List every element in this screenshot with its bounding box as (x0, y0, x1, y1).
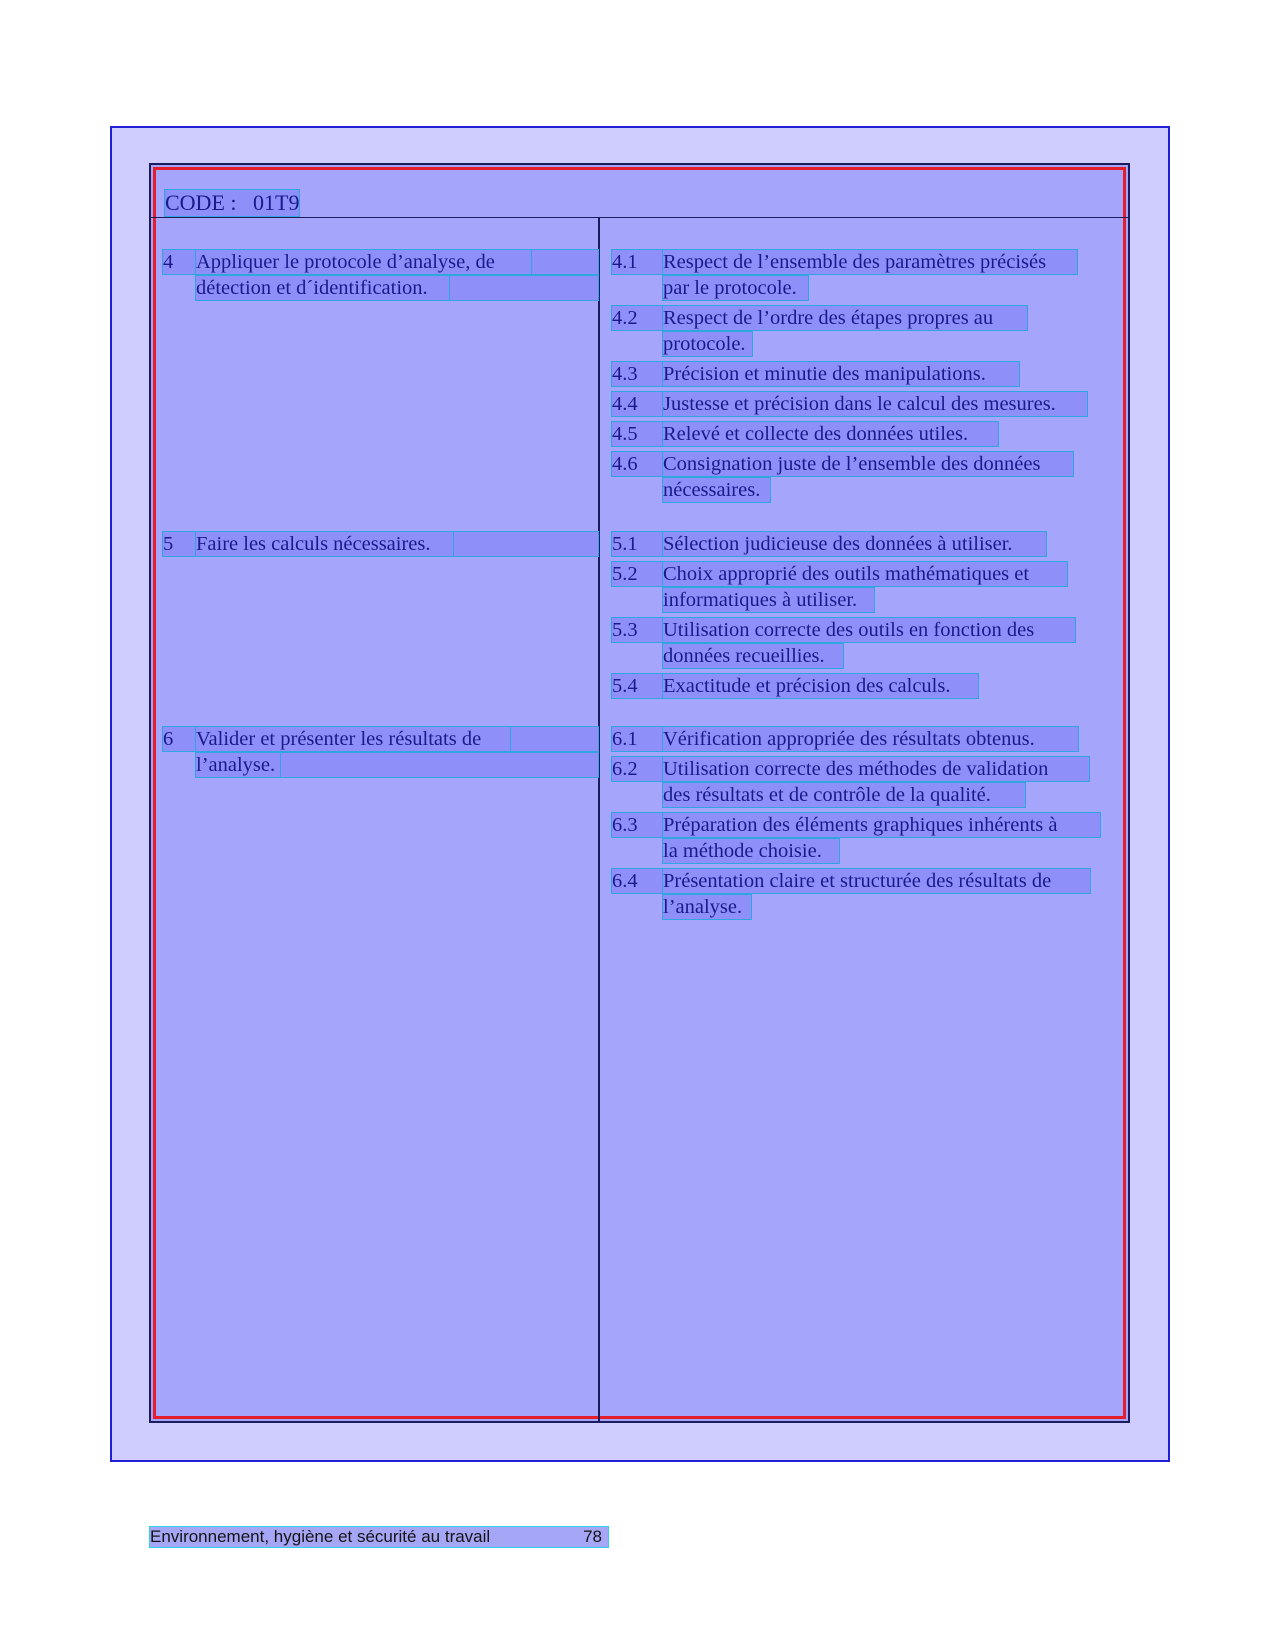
criterion-text-line: Choix approprié des outils mathématiques et (663, 562, 1067, 586)
criterion-text-line: informatiques à utiliser. (663, 588, 874, 612)
element-text-line: l’analyse. (196, 753, 281, 777)
criterion-text-line: des résultats et de contrôle de la qualité. (663, 783, 1025, 807)
element-text-line: détection et d´identification. (196, 276, 450, 300)
element-number: 4 (163, 250, 197, 274)
criterion-text-line: Consignation juste de l’ensemble des données (663, 452, 1073, 476)
line-highlight (454, 532, 598, 556)
criterion-text-line: Utilisation correcte des méthodes de validation (663, 757, 1089, 781)
page-footer (150, 1527, 608, 1547)
criterion-number: 4.4 (612, 392, 664, 416)
criterion-text-line: Précision et minutie des manipulations. (663, 362, 1019, 386)
line-highlight (532, 250, 598, 274)
criterion-text-line: données recueillies. (663, 644, 843, 668)
criterion-text-line: la méthode choisie. (663, 839, 839, 863)
criterion-number: 4.3 (612, 362, 664, 386)
criterion-number: 4.1 (612, 250, 664, 274)
element-number: 5 (163, 532, 197, 556)
criterion-text-line: nécessaires. (663, 478, 770, 502)
criterion-text-line: par le protocole. (663, 276, 808, 300)
page-number: 78 (583, 1527, 602, 1546)
element-text-line: Faire les calculs nécessaires. (196, 532, 454, 556)
criterion-text-line: protocole. (663, 332, 752, 356)
criterion-text-line: Présentation claire et structurée des résultats de (663, 869, 1090, 893)
column-divider (598, 218, 600, 1421)
element-text-line: Appliquer le protocole d’analyse, de (196, 250, 532, 274)
line-highlight (450, 276, 598, 300)
criterion-number: 5.2 (612, 562, 664, 586)
criterion-text-line: Exactitude et précision des calculs. (663, 674, 978, 698)
criterion-number: 6.2 (612, 757, 664, 781)
criterion-text-line: Utilisation correcte des outils en fonction des (663, 618, 1075, 642)
code-label-text: CODE : (165, 190, 237, 215)
element-number: 6 (163, 727, 197, 751)
code-label (165, 190, 299, 216)
criterion-number: 5.4 (612, 674, 664, 698)
criterion-text-line: Préparation des éléments graphiques inhérents à (663, 813, 1100, 837)
criterion-number: 4.5 (612, 422, 664, 446)
criterion-text-line: l’analyse. (663, 895, 751, 919)
line-highlight (511, 727, 598, 751)
criterion-text-line: Respect de l’ordre des étapes propres au (663, 306, 1027, 330)
line-highlight (281, 753, 598, 777)
criterion-text-line: Sélection judicieuse des données à utiliser. (663, 532, 1046, 556)
criterion-number: 6.3 (612, 813, 664, 837)
footer-title: Environnement, hygiène et sécurité au travail (150, 1527, 491, 1546)
criterion-number: 4.2 (612, 306, 664, 330)
criterion-number: 5.1 (612, 532, 664, 556)
code-value: 01T9 (253, 190, 300, 215)
criterion-number: 6.1 (612, 727, 664, 751)
criterion-number: 5.3 (612, 618, 664, 642)
criterion-number: 4.6 (612, 452, 664, 476)
criterion-text-line: Vérification appropriée des résultats obtenus. (663, 727, 1078, 751)
criterion-number: 6.4 (612, 869, 664, 893)
element-text-line: Valider et présenter les résultats de (196, 727, 511, 751)
criterion-text-line: Relevé et collecte des données utiles. (663, 422, 998, 446)
criterion-text-line: Respect de l’ensemble des paramètres précisés (663, 250, 1077, 274)
criterion-text-line: Justesse et précision dans le calcul des mesures. (663, 392, 1087, 416)
